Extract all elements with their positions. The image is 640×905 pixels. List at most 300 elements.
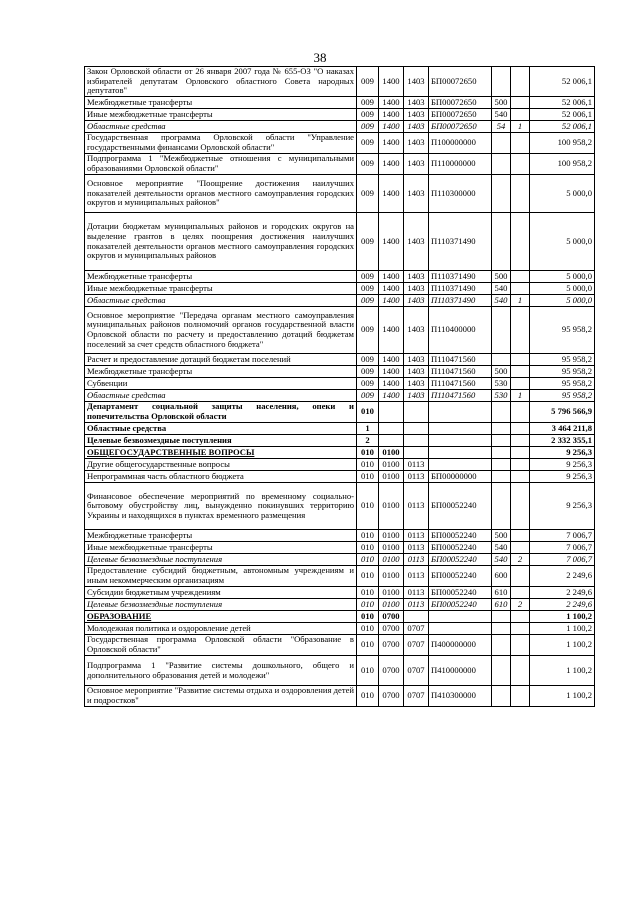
cell-src xyxy=(511,530,530,542)
cell-csr: П110471560 xyxy=(429,378,492,390)
cell-rz: 1400 xyxy=(379,175,404,213)
cell-prz: 1403 xyxy=(404,283,429,295)
cell-csr: П110371490 xyxy=(429,213,492,271)
cell-amount: 3 464 211,8 xyxy=(530,423,595,435)
cell-vr: 500 xyxy=(492,97,511,109)
cell-prz: 0707 xyxy=(404,635,429,656)
cell-grbs: 009 xyxy=(357,366,379,378)
cell-grbs: 010 xyxy=(357,542,379,554)
cell-src xyxy=(511,154,530,175)
cell-src xyxy=(511,566,530,587)
table-row xyxy=(85,611,595,623)
cell-name: Иные межбюджетные трансферты xyxy=(85,283,357,295)
cell-src xyxy=(511,354,530,366)
cell-src: 2 xyxy=(511,599,530,611)
table-row xyxy=(85,542,595,554)
cell-amount: 2 332 355,1 xyxy=(530,435,595,447)
cell-grbs: 010 xyxy=(357,402,379,423)
cell-name: Молодежная политика и оздоровление детей xyxy=(85,623,357,635)
cell-name: Целевые безвозмездные поступления xyxy=(85,599,357,611)
cell-rz: 0100 xyxy=(379,554,404,566)
cell-csr: П410300000 xyxy=(429,686,492,707)
cell-prz: 1403 xyxy=(404,295,429,307)
cell-csr: БП00072650 xyxy=(429,121,492,133)
cell-rz: 1400 xyxy=(379,366,404,378)
cell-grbs: 010 xyxy=(357,530,379,542)
cell-prz: 1403 xyxy=(404,390,429,402)
cell-name: ОБРАЗОВАНИЕ xyxy=(85,611,357,623)
cell-vr: 540 xyxy=(492,109,511,121)
cell-csr: БП00072650 xyxy=(429,67,492,97)
cell-grbs: 010 xyxy=(357,471,379,483)
cell-name: Подпрограмма 1 "Развитие системы дошкольного, общего и дополнительного образования детей и молодежи" xyxy=(85,656,357,686)
cell-grbs: 010 xyxy=(357,587,379,599)
cell-amount: 1 100,2 xyxy=(530,635,595,656)
cell-name: Основное мероприятие "Развитие системы отдыха и оздоровления детей и подростков" xyxy=(85,686,357,707)
cell-src xyxy=(511,271,530,283)
cell-csr: П110471560 xyxy=(429,390,492,402)
table-row xyxy=(85,307,595,354)
cell-amount: 5 000,0 xyxy=(530,213,595,271)
cell-src xyxy=(511,213,530,271)
cell-name: Расчет и предоставление дотаций бюджетам поселений xyxy=(85,354,357,366)
cell-prz xyxy=(404,402,429,423)
cell-vr: 610 xyxy=(492,587,511,599)
cell-grbs: 009 xyxy=(357,97,379,109)
cell-name: Государственная программа Орловской области "Образование в Орловской области" xyxy=(85,635,357,656)
cell-vr: 500 xyxy=(492,530,511,542)
cell-prz: 1403 xyxy=(404,213,429,271)
cell-src xyxy=(511,483,530,530)
table-row xyxy=(85,471,595,483)
cell-vr xyxy=(492,435,511,447)
cell-name: Другие общегосударственные вопросы xyxy=(85,459,357,471)
table-row xyxy=(85,435,595,447)
cell-src xyxy=(511,402,530,423)
cell-name: Областные средства xyxy=(85,295,357,307)
cell-src: 1 xyxy=(511,121,530,133)
cell-grbs: 010 xyxy=(357,686,379,707)
budget-table-body xyxy=(85,67,595,707)
cell-csr: П100000000 xyxy=(429,133,492,154)
cell-src xyxy=(511,447,530,459)
cell-rz: 0100 xyxy=(379,599,404,611)
cell-src xyxy=(511,307,530,354)
cell-rz: 1400 xyxy=(379,354,404,366)
cell-amount: 7 006,7 xyxy=(530,530,595,542)
cell-vr xyxy=(492,447,511,459)
cell-amount: 5 000,0 xyxy=(530,283,595,295)
cell-grbs: 010 xyxy=(357,611,379,623)
cell-vr: 540 xyxy=(492,554,511,566)
table-row xyxy=(85,213,595,271)
cell-rz: 1400 xyxy=(379,67,404,97)
cell-rz: 1400 xyxy=(379,390,404,402)
cell-prz: 1403 xyxy=(404,133,429,154)
cell-vr: 540 xyxy=(492,295,511,307)
cell-src xyxy=(511,459,530,471)
cell-vr: 530 xyxy=(492,378,511,390)
table-row xyxy=(85,283,595,295)
cell-vr xyxy=(492,623,511,635)
cell-rz: 1400 xyxy=(379,133,404,154)
table-row xyxy=(85,554,595,566)
table-row xyxy=(85,121,595,133)
cell-grbs: 009 xyxy=(357,390,379,402)
cell-prz: 0113 xyxy=(404,599,429,611)
cell-grbs: 010 xyxy=(357,635,379,656)
cell-rz: 1400 xyxy=(379,271,404,283)
cell-amount: 1 100,2 xyxy=(530,623,595,635)
cell-src xyxy=(511,471,530,483)
table-row xyxy=(85,623,595,635)
cell-rz: 1400 xyxy=(379,109,404,121)
cell-vr xyxy=(492,402,511,423)
cell-amount: 1 100,2 xyxy=(530,656,595,686)
cell-rz: 0100 xyxy=(379,483,404,530)
cell-prz: 1403 xyxy=(404,154,429,175)
cell-amount: 1 100,2 xyxy=(530,686,595,707)
cell-grbs: 009 xyxy=(357,213,379,271)
cell-name: Целевые безвозмездные поступления xyxy=(85,554,357,566)
cell-src xyxy=(511,133,530,154)
cell-grbs: 009 xyxy=(357,154,379,175)
cell-csr: БП00072650 xyxy=(429,109,492,121)
cell-vr xyxy=(492,354,511,366)
cell-src xyxy=(511,67,530,97)
cell-amount: 5 000,0 xyxy=(530,295,595,307)
cell-csr xyxy=(429,435,492,447)
cell-src: 2 xyxy=(511,554,530,566)
cell-prz: 1403 xyxy=(404,366,429,378)
table-row xyxy=(85,635,595,656)
cell-csr: П110400000 xyxy=(429,307,492,354)
cell-name: Межбюджетные трансферты xyxy=(85,530,357,542)
cell-amount: 100 958,2 xyxy=(530,154,595,175)
cell-name: Подпрограмма 1 "Межбюджетные отношения с муниципальными образованиями Орловской области" xyxy=(85,154,357,175)
table-row xyxy=(85,599,595,611)
cell-name: Непрограммная часть областного бюджета xyxy=(85,471,357,483)
cell-grbs: 009 xyxy=(357,121,379,133)
cell-amount: 52 006,1 xyxy=(530,97,595,109)
cell-grbs: 010 xyxy=(357,656,379,686)
cell-prz: 0113 xyxy=(404,483,429,530)
cell-name: ОБЩЕГОСУДАРСТВЕННЫЕ ВОПРОСЫ xyxy=(85,447,357,459)
cell-csr: П110371490 xyxy=(429,271,492,283)
cell-rz: 0700 xyxy=(379,635,404,656)
cell-csr: П110300000 xyxy=(429,175,492,213)
cell-csr: БП00052240 xyxy=(429,566,492,587)
cell-amount: 9 256,3 xyxy=(530,459,595,471)
cell-grbs: 1 xyxy=(357,423,379,435)
table-row xyxy=(85,530,595,542)
cell-rz: 0100 xyxy=(379,459,404,471)
cell-name: Департамент социальной защиты населения, опеки и попечительства Орловской области xyxy=(85,402,357,423)
cell-grbs: 009 xyxy=(357,271,379,283)
cell-amount: 9 256,3 xyxy=(530,447,595,459)
cell-vr: 500 xyxy=(492,366,511,378)
cell-amount: 5 000,0 xyxy=(530,271,595,283)
table-row xyxy=(85,390,595,402)
cell-src xyxy=(511,542,530,554)
table-row xyxy=(85,109,595,121)
cell-grbs: 2 xyxy=(357,435,379,447)
cell-name: Иные межбюджетные трансферты xyxy=(85,109,357,121)
cell-grbs: 010 xyxy=(357,623,379,635)
table-row xyxy=(85,271,595,283)
cell-prz: 0707 xyxy=(404,623,429,635)
cell-vr: 530 xyxy=(492,390,511,402)
cell-prz: 0113 xyxy=(404,554,429,566)
cell-prz xyxy=(404,435,429,447)
cell-prz: 1403 xyxy=(404,109,429,121)
cell-amount: 52 006,1 xyxy=(530,109,595,121)
cell-rz: 1400 xyxy=(379,307,404,354)
cell-prz: 1403 xyxy=(404,378,429,390)
cell-vr xyxy=(492,483,511,530)
cell-src xyxy=(511,611,530,623)
cell-vr: 600 xyxy=(492,566,511,587)
cell-prz: 1403 xyxy=(404,271,429,283)
cell-grbs: 009 xyxy=(357,109,379,121)
cell-name: Межбюджетные трансферты xyxy=(85,271,357,283)
cell-name: Субсидии бюджетным учреждениям xyxy=(85,587,357,599)
cell-rz xyxy=(379,423,404,435)
cell-rz: 1400 xyxy=(379,154,404,175)
cell-rz: 0700 xyxy=(379,623,404,635)
cell-grbs: 010 xyxy=(357,447,379,459)
cell-name: Государственная программа Орловской области "Управление государственными финансами Орловской области" xyxy=(85,133,357,154)
cell-prz: 1403 xyxy=(404,97,429,109)
table-row xyxy=(85,459,595,471)
cell-csr: БП00052240 xyxy=(429,599,492,611)
cell-grbs: 010 xyxy=(357,554,379,566)
cell-rz: 1400 xyxy=(379,213,404,271)
cell-prz: 1403 xyxy=(404,307,429,354)
cell-name: Иные межбюджетные трансферты xyxy=(85,542,357,554)
cell-csr xyxy=(429,611,492,623)
table-row xyxy=(85,656,595,686)
cell-src xyxy=(511,635,530,656)
cell-vr xyxy=(492,67,511,97)
cell-rz: 0100 xyxy=(379,471,404,483)
cell-name: Целевые безвозмездные поступления xyxy=(85,435,357,447)
cell-src: 1 xyxy=(511,390,530,402)
cell-amount: 9 256,3 xyxy=(530,483,595,530)
cell-grbs: 009 xyxy=(357,175,379,213)
cell-amount: 52 006,1 xyxy=(530,67,595,97)
cell-csr: П110371490 xyxy=(429,283,492,295)
cell-vr xyxy=(492,686,511,707)
cell-vr xyxy=(492,656,511,686)
cell-prz: 0113 xyxy=(404,530,429,542)
cell-name: Областные средства xyxy=(85,121,357,133)
table-row xyxy=(85,133,595,154)
page-number: 38 xyxy=(313,50,327,65)
cell-amount: 2 249,6 xyxy=(530,566,595,587)
cell-rz xyxy=(379,435,404,447)
cell-vr xyxy=(492,635,511,656)
cell-rz: 1400 xyxy=(379,295,404,307)
cell-src xyxy=(511,283,530,295)
cell-src xyxy=(511,656,530,686)
cell-rz: 0700 xyxy=(379,686,404,707)
cell-amount: 1 100,2 xyxy=(530,611,595,623)
cell-src: 1 xyxy=(511,295,530,307)
cell-vr xyxy=(492,133,511,154)
cell-grbs: 009 xyxy=(357,283,379,295)
cell-amount: 7 006,7 xyxy=(530,542,595,554)
cell-amount: 9 256,3 xyxy=(530,471,595,483)
cell-vr: 540 xyxy=(492,542,511,554)
cell-rz: 0100 xyxy=(379,447,404,459)
cell-rz xyxy=(379,402,404,423)
cell-prz: 1403 xyxy=(404,354,429,366)
cell-name: Финансовое обеспечение мероприятий по временному социально-бытовому обустройству лиц, вынужденно покинувших территорию Украины и находящихся в пунктах временного размещения xyxy=(85,483,357,530)
cell-csr xyxy=(429,447,492,459)
cell-csr: БП00072650 xyxy=(429,97,492,109)
cell-amount: 100 958,2 xyxy=(530,133,595,154)
cell-csr: БП00052240 xyxy=(429,542,492,554)
cell-amount: 95 958,2 xyxy=(530,390,595,402)
cell-amount: 2 249,6 xyxy=(530,599,595,611)
cell-amount: 5 000,0 xyxy=(530,175,595,213)
cell-amount: 7 006,7 xyxy=(530,554,595,566)
cell-vr xyxy=(492,154,511,175)
cell-src xyxy=(511,109,530,121)
table-row xyxy=(85,423,595,435)
cell-src xyxy=(511,175,530,213)
cell-name: Межбюджетные трансферты xyxy=(85,366,357,378)
cell-rz: 0100 xyxy=(379,566,404,587)
cell-rz: 1400 xyxy=(379,283,404,295)
cell-grbs: 009 xyxy=(357,378,379,390)
table-row xyxy=(85,483,595,530)
cell-grbs: 009 xyxy=(357,295,379,307)
cell-amount: 95 958,2 xyxy=(530,366,595,378)
budget-table xyxy=(84,66,595,707)
table-row xyxy=(85,587,595,599)
cell-grbs: 010 xyxy=(357,599,379,611)
cell-src xyxy=(511,435,530,447)
cell-name: Областные средства xyxy=(85,423,357,435)
cell-grbs: 009 xyxy=(357,67,379,97)
table-row xyxy=(85,447,595,459)
cell-csr xyxy=(429,423,492,435)
cell-rz: 1400 xyxy=(379,121,404,133)
cell-prz: 1403 xyxy=(404,67,429,97)
cell-csr: БП00052240 xyxy=(429,530,492,542)
cell-src xyxy=(511,587,530,599)
cell-amount: 2 249,6 xyxy=(530,587,595,599)
cell-name: Закон Орловской области от 26 января 2007 года № 655-ОЗ "О наказах избирателей депутатам Орловского областного Совета народных депутатов" xyxy=(85,67,357,97)
cell-prz: 1403 xyxy=(404,175,429,213)
cell-grbs: 009 xyxy=(357,133,379,154)
cell-amount: 5 796 566,9 xyxy=(530,402,595,423)
cell-csr: П110371490 xyxy=(429,295,492,307)
cell-rz: 0100 xyxy=(379,530,404,542)
cell-vr: 540 xyxy=(492,283,511,295)
table-row xyxy=(85,154,595,175)
cell-prz xyxy=(404,611,429,623)
cell-csr: П110471560 xyxy=(429,354,492,366)
cell-vr: 500 xyxy=(492,271,511,283)
cell-vr xyxy=(492,471,511,483)
cell-csr xyxy=(429,402,492,423)
cell-csr: БП00052240 xyxy=(429,554,492,566)
cell-vr xyxy=(492,611,511,623)
cell-src xyxy=(511,686,530,707)
cell-csr: БП00052240 xyxy=(429,483,492,530)
cell-csr: БП00052240 xyxy=(429,587,492,599)
cell-name: Дотации бюджетам муниципальных районов и городских округов на выделение грантов в целях поощрения достижения наилучших показателей деятельности органов местного самоуправления городских округов и муниципальных районов xyxy=(85,213,357,271)
cell-vr xyxy=(492,459,511,471)
cell-name: Областные средства xyxy=(85,390,357,402)
cell-src xyxy=(511,378,530,390)
cell-csr: П110471560 xyxy=(429,366,492,378)
cell-vr: 610 xyxy=(492,599,511,611)
cell-rz: 0100 xyxy=(379,542,404,554)
table-row xyxy=(85,175,595,213)
cell-grbs: 010 xyxy=(357,566,379,587)
cell-rz: 1400 xyxy=(379,378,404,390)
cell-prz: 0707 xyxy=(404,686,429,707)
table-row xyxy=(85,354,595,366)
table-row xyxy=(85,686,595,707)
cell-prz: 0113 xyxy=(404,566,429,587)
cell-src xyxy=(511,423,530,435)
table-row xyxy=(85,366,595,378)
cell-grbs: 009 xyxy=(357,307,379,354)
cell-name: Основное мероприятие "Передача органам местного самоуправления муниципальных районов полномочий органов государственной власти Орловской области по расчету и предоставлению дотаций бюджетам поселений за счет средств областного бюджета" xyxy=(85,307,357,354)
cell-prz xyxy=(404,447,429,459)
cell-prz xyxy=(404,423,429,435)
cell-vr xyxy=(492,307,511,354)
cell-csr: БП00000000 xyxy=(429,471,492,483)
cell-csr: П110000000 xyxy=(429,154,492,175)
cell-name: Основное мероприятие "Поощрение достижения наилучших показателей деятельности органов местного самоуправления городских округов и муниципальных районов" xyxy=(85,175,357,213)
cell-csr xyxy=(429,459,492,471)
cell-prz: 1403 xyxy=(404,121,429,133)
cell-src xyxy=(511,97,530,109)
cell-prz: 0113 xyxy=(404,459,429,471)
table-row xyxy=(85,378,595,390)
cell-rz: 0700 xyxy=(379,611,404,623)
cell-amount: 52 006,1 xyxy=(530,121,595,133)
cell-vr xyxy=(492,423,511,435)
cell-src xyxy=(511,623,530,635)
table-row xyxy=(85,402,595,423)
cell-src xyxy=(511,366,530,378)
cell-vr xyxy=(492,213,511,271)
table-row xyxy=(85,566,595,587)
cell-grbs: 010 xyxy=(357,483,379,530)
cell-rz: 0100 xyxy=(379,587,404,599)
cell-csr: П410000000 xyxy=(429,656,492,686)
cell-prz: 0113 xyxy=(404,587,429,599)
cell-prz: 0113 xyxy=(404,471,429,483)
cell-name: Субвенции xyxy=(85,378,357,390)
table-row xyxy=(85,67,595,97)
cell-prz: 0113 xyxy=(404,542,429,554)
cell-csr xyxy=(429,623,492,635)
cell-name: Предоставление субсидий бюджетным, автономным учреждениям и иным некоммерческим организациям xyxy=(85,566,357,587)
cell-vr: 54 xyxy=(492,121,511,133)
table-row xyxy=(85,295,595,307)
cell-amount: 95 958,2 xyxy=(530,307,595,354)
table-row xyxy=(85,97,595,109)
cell-csr: П400000000 xyxy=(429,635,492,656)
